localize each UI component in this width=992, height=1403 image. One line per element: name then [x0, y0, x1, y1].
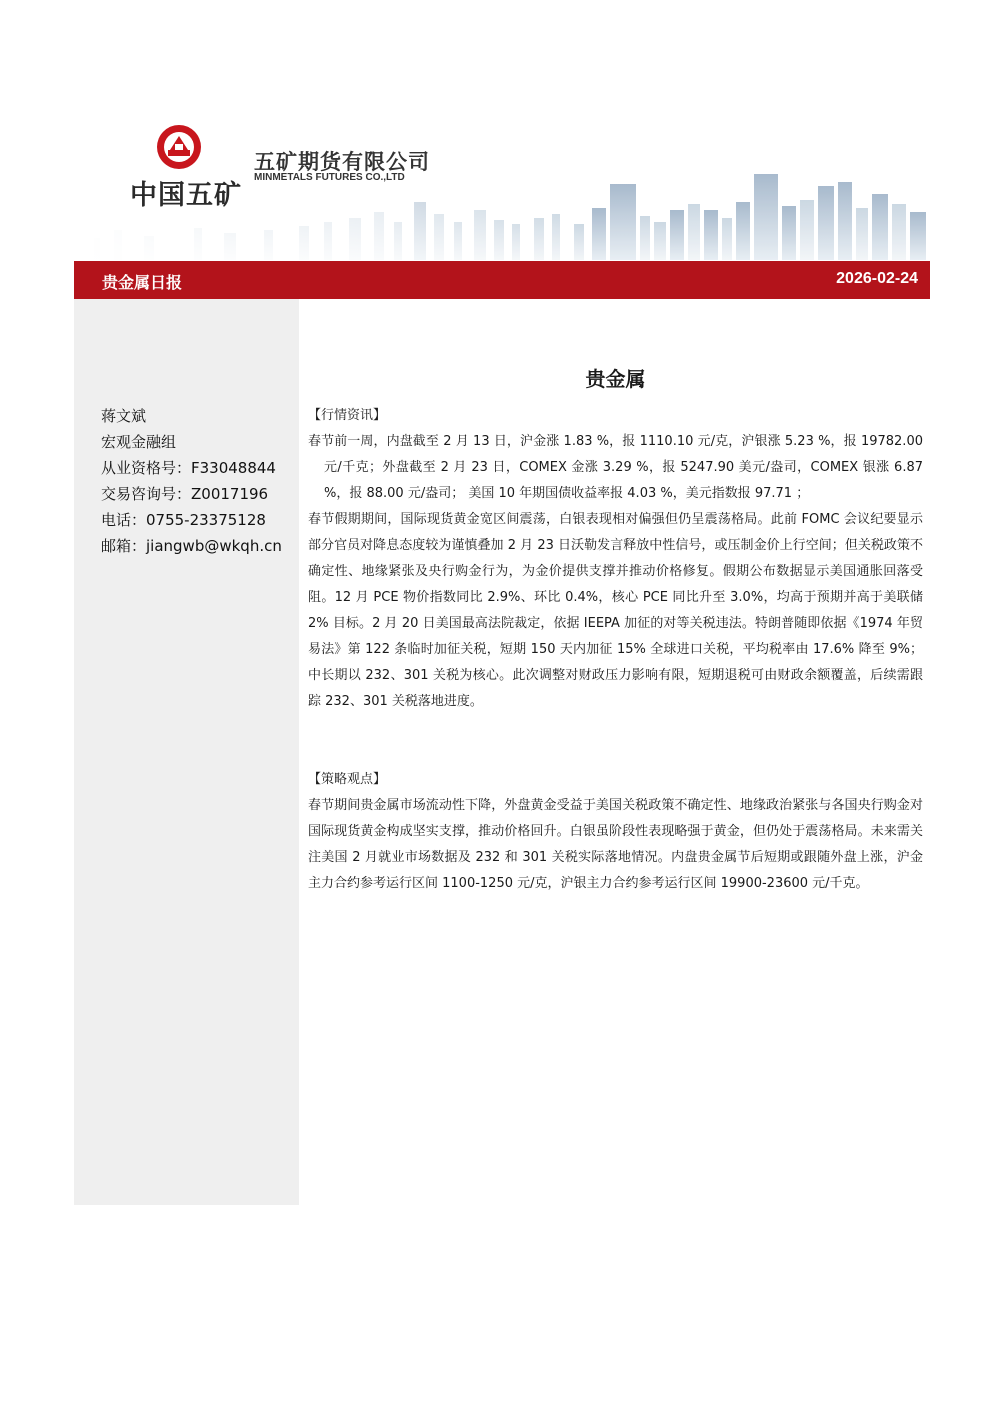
- news-paragraph-1: 春节前一周，内盘截至 2 月 13 日，沪金涨 1.83 %，报 1110.10 元/克，沪银涨 5.23 %，报 19782.00 元/千克；外盘截至 2 月 23 日，COMEX 金涨 3.29 %，报 5247.90 美元/盎司，COMEX 银涨 6.87 %，报 88.00 元/盎司； 美国 10 年期国债收益率报 4.03 %，美元指数报 97.71 ；: [308, 434, 923, 501]
- report-name: 贵金属日报: [102, 273, 183, 292]
- author-info: [101, 403, 282, 559]
- company-name-cn: 五矿期货有限公司: [254, 150, 430, 174]
- news-paragraph-2: 春节假期期间，国际现货黄金宽区间震荡，白银表现相对偏强但仍呈震荡格局。此前 FOMC 会议纪要显示部分官员对降息态度较为谨慎叠加 2 月 23 日沃勒发言释放中性信号，或压制金价上行空间；但关税政策不确定性、地缘紧张及央行购金行为，为金价提供支撑并推动价格修复。假期公布数据显示美国通胀回落受阻。12 月 PCE 物价指数同比 2.9%、环比 0.4%，核心 PCE 同比升至 3.0%，均高于预期并高于美联储 2% 目标。2 月 20 日美国最高法院裁定，依据 IEEPA 加征的对等关税违法。特朗普随即依据《1974 年贸易法》第 122 条临时加征关税，短期 150 天内加征 15% 全球进口关税，平均税率由 17.6% 降至 9%；中长期以 232、301 关税为核心。此次调整对财政压力影响有限，短期退税可由财政余额覆盖，后续需跟踪 232、301 关税落地进度。: [308, 512, 923, 709]
- author-group: 宏观金融组: [101, 433, 177, 451]
- author-consult-number: 交易咨询号：Z0017196: [101, 485, 269, 503]
- author-name: 蒋文斌: [101, 407, 147, 425]
- report-date: 2026-02-24: [836, 270, 918, 287]
- logo-text: 中国五矿: [130, 180, 242, 211]
- author-sidebar: [74, 299, 299, 1205]
- author-phone: 电话：0755-23375128: [101, 511, 266, 529]
- report-header: [74, 118, 930, 260]
- news-heading: 【行情资讯】: [308, 408, 387, 423]
- report-title-bar: [74, 261, 930, 299]
- minmetals-emblem-icon: [156, 124, 202, 170]
- section-title: 贵金属: [585, 367, 646, 391]
- author-qualification: 从业资格号：F33048844: [101, 459, 276, 477]
- news-section: [308, 403, 923, 715]
- author-email: 邮箱：jiangwb@wkqh.cn: [101, 537, 282, 555]
- strategy-section: [308, 767, 923, 897]
- strategy-heading: 【策略观点】: [308, 772, 387, 787]
- company-name-en: MINMETALS FUTURES CO.,LTD: [254, 172, 405, 183]
- strategy-paragraph-1: 春节期间贵金属市场流动性下降，外盘黄金受益于美国关税政策不确定性、地缘政治紧张与各国央行购金对国际现货黄金构成坚实支撑，推动价格回升。白银虽阶段性表现略强于黄金，但仍处于震荡格局。未来需关注美国 2 月就业市场数据及 232 和 301 关税实际落地情况。内盘贵金属节后短期或跟随外盘上涨，沪金主力合约参考运行区间 1100-1250 元/克，沪银主力合约参考运行区间 19900-23600 元/千克。: [308, 798, 923, 891]
